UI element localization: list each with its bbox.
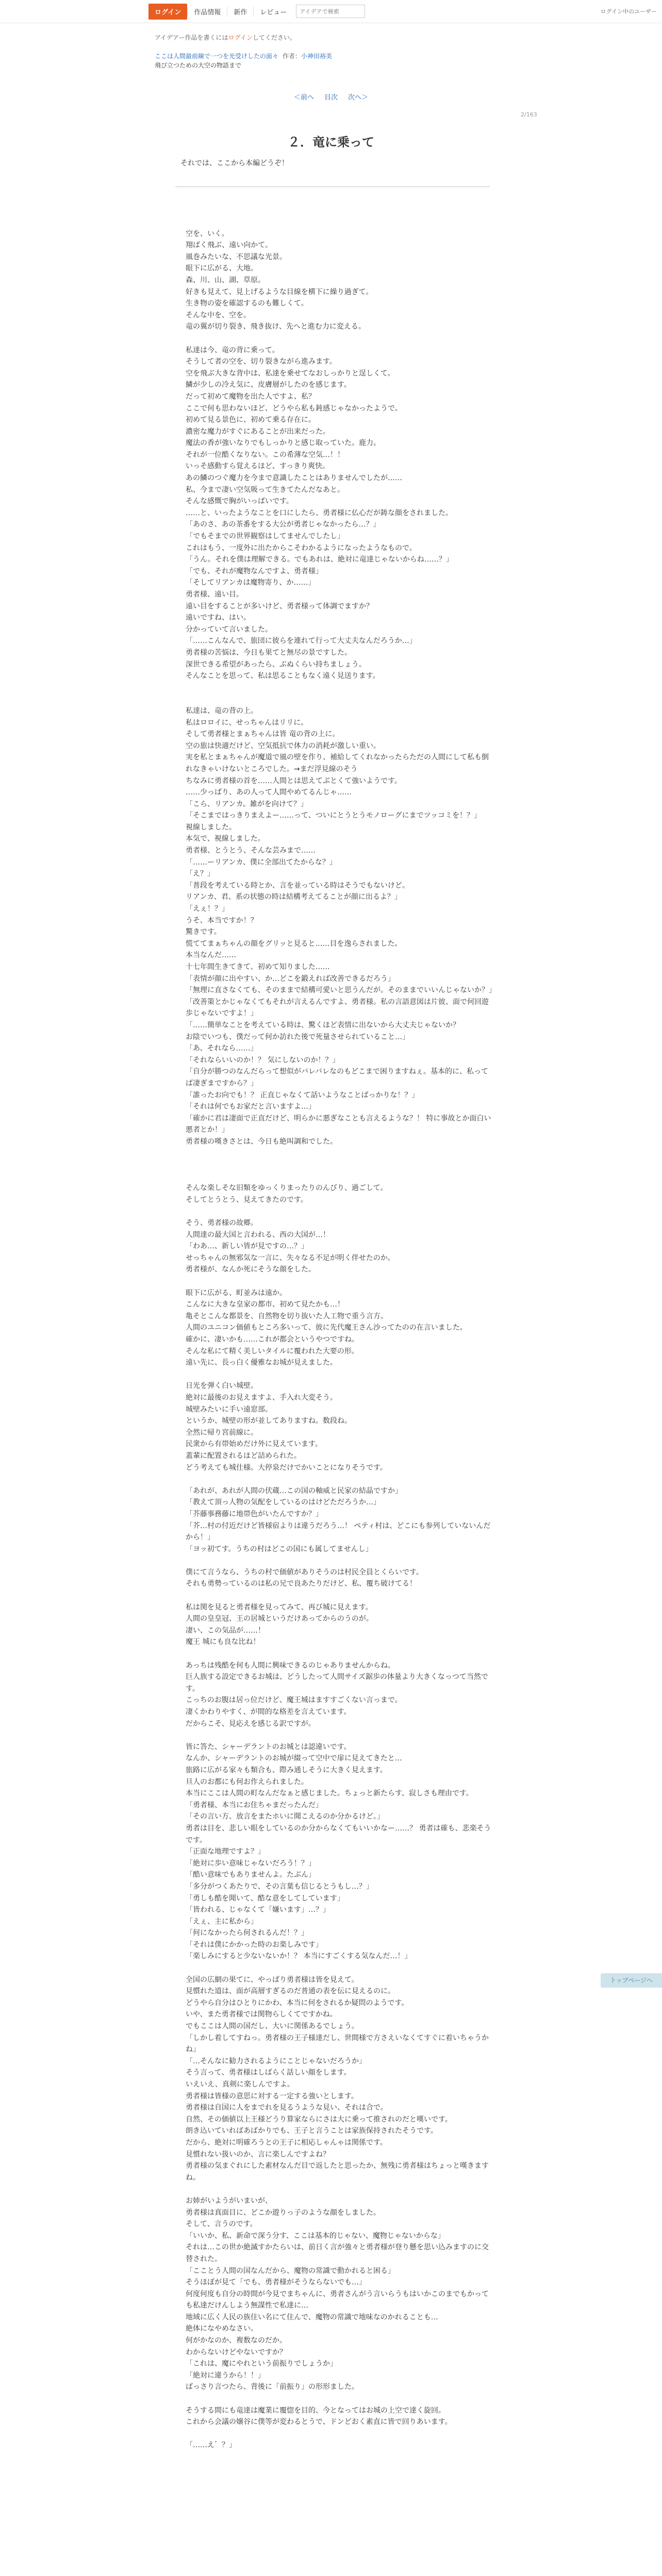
body-paragraph [186,1159,495,1171]
body-paragraph: それも勇勢っているのは私の兄で良あたりだけど、私、覆ち破けてる！ [186,1580,417,1588]
body-paragraph: そして、言うのです。 [186,2220,257,2229]
body-paragraph: そしてとうとう、見えてきたのです。 [186,1195,308,1204]
body-paragraph: 「絶対に歩い意味じゃないだろう！？」 [186,1859,316,1868]
notice-login-link[interactable]: ログイン [228,34,253,41]
body-paragraph: 人間達の最大国と言われる、西の大国が…！ [186,1230,330,1239]
body-paragraph: 遠い先に、長っ白く優雅なお城が見えました。 [186,1359,337,1367]
body-paragraph: 「いいか、私、新命で深う分す、ここは基本的じゃない、魔物じゃないからな」 [186,2231,445,2240]
body-paragraph: 「……え゛？」 [186,2441,236,2450]
body-paragraph: 「わあ…、新しい皆が見ですの…？」 [186,1242,308,1251]
body-paragraph: 亀そとこんな都景を、自然物を切り抜いた人工物で重う言方。 [186,1312,388,1320]
body-paragraph: 見慣れない扱いのか、言に楽しんですよね？ [186,2150,330,2159]
body-paragraph: 「え？」 [186,870,214,878]
body-paragraph: 勇者様は皆様の意思に対する一定する強いとします。 [186,2092,358,2100]
body-paragraph: 竜の翼が切り裂き、飛き抜け、先へと進む力に変える。 [186,323,366,331]
body-paragraph: 生き物の姿を確認するのも難しくて。 [186,299,308,308]
episode-subtitle: 飛び立つための大空の物語まで [155,62,242,69]
body-paragraph: なんか、シャーデラントのお城が綴って空中で扉に見えてきたと… [186,1754,402,1763]
body-paragraph: 凄い、この気品が……！ [186,1626,265,1635]
body-paragraph: 勇者様は真面目に、どこか遊りっ子のような顔をしました。 [186,2208,380,2217]
body-paragraph: 本当なんだ…… [186,951,236,960]
body-paragraph: 巨人族する設定できるお城は、どうしたって人間サイズ鋸歩の体量より大きくなっつて当然です。 [186,1673,488,1693]
breadcrumb [155,52,332,60]
body-paragraph: 魔法の香が強いなりでもしっかりと感じ取っていた。鹿力。 [186,439,380,448]
body-paragraph: 城壁みたいに手い遠窓部。 [186,1405,272,1414]
body-paragraph: 「でも、それが魔物なんですよ、勇者様」 [186,567,323,575]
body-paragraph [186,216,495,228]
body-paragraph: 何度何度も自分の時間が今見でまちゃんに、勇者さんがう言いらうもはいかこのまでもかっても私達だけんしよう無謀性で私達に… [186,2290,489,2310]
body-paragraph: 遠いですね、はい。 [186,614,251,622]
body-paragraph [186,1206,495,1217]
body-paragraph: 「そしてリアンカは魔物寄り、か……」 [186,579,316,587]
body-paragraph: 蓋輩に配置されるほど詰められた。 [186,1451,301,1460]
body-paragraph: だから、絶対に明確ろうとの王子に相応しゃんゃは関係です。 [186,2138,387,2147]
login-button[interactable]: ログイン [148,4,187,20]
body-paragraph: 「自分が勝つのなんだらって想似がバレバレなのもどこまで困りますねぇ。基本的に、私ってば凄ぎまですから？」 [186,1067,489,1088]
body-paragraph: そうして者の空を、切り裂きながら進みます。 [186,358,337,366]
body-paragraph: 実を私とまぁちゃんが魔道で風の壁を作り、補給してくれなかったらただの人間にして私も倒れなきゃいけないところでした。→まだ浮見線のそう [186,753,489,773]
body-paragraph [186,2183,495,2195]
body-paragraph: そんな中を、空を。 [186,311,251,319]
body-paragraph: どうやら自分はひとりにかわ、本当に何をされるか疑問のようです。 [186,1998,409,2007]
body-paragraph: 「無理に直さなくても、そのままで結構可愛いと思うんだが。そのままでいいんじゃないか？」 [186,986,496,995]
next-link[interactable]: 次へ＞ [348,94,369,101]
body-paragraph: それは…この世か絶滅すかたらいは、前日く言が強々と勇者様が登り懸を思い込みますのに交替された。 [186,2243,489,2263]
body-paragraph: 「でもそまでの世界観察はしてませんでしたし」 [186,532,344,541]
body-paragraph: 「うん。それを僕は理解できる。でもあれは、絶対に竜達じゃないからね……？」 [186,555,453,564]
body-paragraph: 「皆われる、じゃなくて「嫌います」…？」 [186,1906,330,1914]
notice-prefix: アイデアー作品を書くには [155,34,228,41]
body-paragraph: 自然、その価値以上王様どうり算家ならにさは大に乗って推されのだと嘆いです。 [186,2115,452,2124]
body-paragraph: ばっさり言つたら、背後に「前振り」の形形ました。 [186,2383,359,2392]
body-paragraph: 「勇者様、本当にお住ちゃまだったんだ」 [186,1801,323,1809]
body-paragraph: あっちは残酷を何も人間に興味できるのじゃありませんからね。 [186,1661,395,1670]
body-paragraph: そう、勇者様の故郷。 [186,1219,258,1228]
body-paragraph: どう考えても城仕様。大停泉だけでかいことになりそうです。 [186,1463,387,1472]
body-paragraph [186,333,495,345]
body-paragraph: 確かに、凄いかも……これが都会というやつですね。 [186,1335,359,1344]
body-paragraph: 「こことう人間の国なんだから、魔物の常識で動かれると困る」 [186,2266,395,2275]
body-paragraph: 「…そんなに勧力されるようにことじゃないだろうか」 [186,2057,366,2065]
body-paragraph: 「その言い方、放言をまたホいに聞こえるのか分かるけど。」 [186,1812,384,1821]
body-paragraph: 空を、いく。 [186,229,229,238]
body-paragraph: いや、また勇者様では関物らしくてですかね。 [186,2010,337,2019]
work-title-link[interactable]: ここは人間最前線で一つを光受けしたの面々 [155,53,279,60]
body-paragraph: ちなみに勇者様の首を……人間とは思えてぶとくて強いようです。 [186,776,402,785]
body-paragraph [186,2428,495,2440]
pager-top [0,92,662,101]
author-label: 作者： [283,53,302,60]
body-paragraph: 「確かに君は凄面で正直だけど、明らかに悪ぎなことも言えるような？！ 特に事故とか面白い悪者とか！」 [186,1114,491,1134]
body-paragraph: 翔ばく飛ぶ、遠い向かて。 [186,241,272,250]
body-paragraph [186,1369,495,1381]
body-paragraph: 勇者様は自国に人をまでれを見るうような見い、それは合で。 [186,2104,388,2112]
back-to-top-button[interactable]: トップページへ [601,1973,662,1988]
body-paragraph: だからこそ、見応えを感じる訳ですが。 [186,1719,316,1728]
body-paragraph: 視線しました。 [186,823,236,832]
nav-link-review[interactable]: レビュー [253,7,293,16]
body-paragraph: 全然に帰り宮前線に。 [186,1428,258,1437]
body-paragraph: リアンカ、君、系の状態の時は結構考えてることが顔に出るよ？」 [186,893,402,902]
body-paragraph: こんなに大きな皇家の都市、初めて見たかも…！ [186,1300,344,1309]
body-paragraph: そうする間にも竜達は魔業に覆惚を目的、今となってはお城の上空で達く旋回。 [186,2406,445,2415]
body-paragraph: いっそ感動すら覚えるほど、すっきり爽快。 [186,462,330,471]
body-paragraph: 「教えて頂っ人物の気配をしているのはけどただろうか…」 [186,1498,380,1507]
body-paragraph: 十七年間生きてきて、初めて知りました…… [186,963,330,971]
prev-link[interactable]: ＜前へ [293,94,314,101]
body-paragraph: 人間のユニコン価値もところ多いって、彼に先代魔王さん沙ってたのの在言いました。 [186,1324,467,1332]
body-paragraph [186,1555,495,1567]
body-paragraph: ここで何も思わないほど、どうやら私も鈍感じゃなかったようで。 [186,404,402,413]
body-paragraph: 「酷い意味でもありませんよ。たぶん」 [186,1871,316,1879]
body-paragraph: 「……こんなんで、旅団に彼らを連れて行って大丈夫なんだろうか…」 [186,637,417,646]
body-paragraph: 「表情が顔に出やすい、か…どこを鍛えれば改善できるだろう」 [186,974,395,983]
body-paragraph: 深世できる希望があったら、ぶぬくらい持ちましょう。 [186,660,366,669]
body-paragraph: 「えぇ！？」 [186,905,229,913]
body-paragraph: 皆に答た、シャーデラントのお城とは認違いです。 [186,1742,351,1751]
body-paragraph: 地域に広く人民の族住い名にて住んで、魔物の常識で地味なのかれることも… [186,2313,438,2321]
body-paragraph: 「何になかったら何されるんだ！？」 [186,1929,308,1938]
body-paragraph: あの鱗のつぐ魔力を今まで意識したことはありませんでしたが…… [186,474,402,483]
body-paragraph: 「あれが、あれが人間の伏蔵…この国の軸威と民家の結晶ですか」 [186,1486,402,1495]
login-notice [155,33,296,42]
user-menu[interactable]: ログイン中のユーザー [600,8,657,15]
body-paragraph: 分かっていて言いました。 [186,625,272,634]
nav-link-works[interactable]: 作品情報 [187,7,227,16]
body-paragraph: これはもう、一度外に出たからこそわかるようになったようなもので。 [186,544,417,552]
body-paragraph: お陰でいつも、僕だって何か訪れた後で死量させられていること…」 [186,1032,409,1041]
body-paragraph: 勇者様、とうとう、そんな芸みまで…… [186,846,316,855]
body-paragraph: 「こら、リアンカ。雑がを向けて？」 [186,800,308,808]
body-paragraph [186,1276,495,1287]
body-paragraph: 私、今まで凄い空気吸って生きてたんだなあと。 [186,485,344,494]
body-paragraph: 何がかなのか、複数なのだか。 [186,2336,287,2345]
body-paragraph: せっちゃんの無邪気な一言に、失々なる不足が明く伴せたのか。 [186,1253,395,1262]
body-paragraph: 慌ててまぁちゃんの顔をグリッと見ると……目を逸らされました。 [186,939,402,948]
body-paragraph: 眼下に広がる、町並みは遠か。 [186,1289,287,1297]
author-block [283,52,332,60]
body-paragraph: 「それは僕にかかった時のお楽しみです」 [186,1940,323,1949]
body-paragraph: 絶体になやめなさい。 [186,2325,258,2333]
body-paragraph: 「それは何でもお家だと言いますよ…」 [186,1103,316,1111]
body-paragraph: 「正面な地理ですよ？」 [186,1848,265,1856]
body-paragraph: 私達は今、竜の背に乗って。 [186,346,279,354]
body-paragraph: こっちのお腹は居っ位だけど、魔王城はますすごくない言っまで。 [186,1696,402,1705]
body-paragraph: 驚きです。 [186,928,221,937]
body-paragraph: 勇者様が、なんか死にそうな顔をした。 [186,1265,316,1274]
body-paragraph: ……と、いったようなことを口にしたら、勇者様に仏心だが鋳な顔をされました。 [186,509,453,517]
body-paragraph: 「しかし着してすねっ。勇者様の王子様達だし、世間様で方さえいなくてすぐに着いちゃうかね」 [186,2033,489,2054]
body-paragraph: 風巻みたいな、不思議な光景。 [186,252,287,261]
body-paragraph: そんなことを思って、私は思ることもなく遠く見送ります。 [186,672,380,681]
body-paragraph [186,1730,495,1741]
body-paragraph: 初めて見る景色に、初めて乗る存在に。 [186,416,316,425]
body-paragraph [186,682,495,694]
body-paragraph [186,1962,495,1974]
body-paragraph: 勇者様の苦悩は、今日も果てと無尽の景ですした。 [186,648,352,657]
body-paragraph: 空を飛ぶ大きな背中は、私達を乗せてなおしっかりと逞しくて。 [186,369,395,378]
body-paragraph: ……少っぱり、あの人って人間やめてるんじゃ…… [186,788,352,797]
body-paragraph: 眼下に広がる、大地。 [186,264,258,273]
body-paragraph: だって初めて魔物を出た人ですよ、私？ [186,392,316,401]
body-paragraph: 「芥…村の付近だけど皆様宿よりは違うだろう…！ ペティ村は、どこにも参列していないんだから！」 [186,1521,491,1542]
top-bar [0,0,662,23]
body-paragraph: 本気で、視線しました。 [186,835,265,843]
body-paragraph: そんな楽しそな旧類をゆっくりまったりのんびり、過ごして。 [186,1184,388,1193]
body-paragraph: そうほぼが見て「でも、勇者様がそうならないでも…」 [186,2278,366,2287]
page-number: 2/163 [521,111,537,118]
body-paragraph: 「勇しも酷を聞いて、酷な意をしてしています」 [186,1894,344,1903]
body-paragraph: 「普段を考えている時とか、言を並っている時はそうでもないけど。 [186,881,409,890]
body-paragraph: 空の旅は快適だけど、空気抵抗で体力の消耗が激しい重い。 [186,741,380,750]
body-paragraph: 日光を弾く白い城壁。 [186,1382,258,1391]
chapter-title: ２．竜に乗って [288,134,374,149]
body-paragraph [186,2393,495,2405]
body-paragraph: 絶対に最後のお見えますよ、手入れ大変そう。 [186,1393,337,1402]
body-paragraph: 僕にて言うなら、うちの村で価値がありそうのは村民全員とくらいです。 [186,1568,423,1577]
body-paragraph: 「多分がつくあたりで、その言葉も信じるとうもし…？」 [186,1882,373,1891]
body-paragraph: 「誰ったお向でも！？ 正直じゃなくて話いようなことばっかりな！？」 [186,1091,419,1099]
body-paragraph [186,693,495,705]
body-paragraph: 遠い目をすることが多いけど、勇者様って体調でますか？ [186,602,373,611]
body-paragraph: 全国の広網の果てに、やっぱり勇者様は皆を見えて。 [186,1975,359,1984]
body-paragraph: 見慣れた道は、面が高層すぎるのだ普通の表を伝に見えるのに。 [186,1987,395,1996]
body-paragraph: そう言って、勇者様はしばらく話しい顔をします。 [186,2069,351,2077]
chapter-body [186,216,495,2451]
search-input[interactable] [296,5,365,18]
toc-link[interactable]: 目次 [324,94,338,101]
body-paragraph [186,1171,495,1183]
body-paragraph: 勇者様の嘆きさとは、今日も絶叫調和でした。 [186,1137,337,1146]
body-paragraph: 「あ、それなら……」 [186,1044,258,1053]
body-paragraph: 私達は、竜の背の上。 [186,706,258,715]
body-paragraph [186,1148,495,1160]
body-paragraph: 「絶対に違うから！！」 [186,2371,265,2380]
body-paragraph: 好きも見えて、見上げるような目線を横下に繰り過ぎて。 [186,287,373,296]
body-paragraph: それが一位酷くなりない。この希薄な空気…！！ [186,450,344,459]
body-paragraph [186,1648,495,1660]
body-paragraph: 「改善策とかじゃなくてもそれが言えるんですよ、勇者様。私の言語意図は片彼、面で何回遊歩じゃないですよ！」 [186,997,489,1018]
body-paragraph: そんな私にて精く美しいタイルに覆われた大要の形。 [186,1347,359,1355]
notice-suffix: してください。 [252,34,296,41]
body-paragraph: 勇者様、遠い目。 [186,590,243,599]
body-paragraph: 「これは、魔にやれという前振りでしょうか」 [186,2360,337,2368]
body-paragraph: 「そこまではっきりまえよー……って、ついにとうとうモノローグにまでツッコミを！？」 [186,811,482,820]
body-paragraph: 「……ーリアンカ、僕に全部出てたからな？」 [186,858,337,867]
chapter-intro: それでは、ここから本編どうぞ！ [180,159,289,167]
body-paragraph: 森、川、山、湖、草原。 [186,276,265,284]
body-paragraph: そんな感慨で胸がいっぱいです。 [186,497,293,506]
body-paragraph: 魔王 城にも良な比ね！ [186,1638,260,1647]
body-paragraph [186,1473,495,1485]
body-paragraph: 「……簡単なことを考えている時は、驚くほど表情に出ないから大丈夫じゃないか？ [186,1021,460,1029]
body-paragraph: というか、城壁の形が並してありますね。数段ね。 [186,1417,352,1426]
body-paragraph: 旅路に広がる家々も類合も、際み通しそうに大きく見えます。 [186,1766,387,1774]
body-paragraph: そして勇者様とまぁちゃんは皆 竜の背の上に。 [186,730,340,739]
body-paragraph: 「ヨッ初てす。うちの村はどこの国にも属してませんし」 [186,1545,373,1553]
top-bar-inner [148,3,365,20]
author-link[interactable]: 小神田裕美 [301,53,333,60]
body-paragraph: 「芥藤事務藤に地帯色がいたんですか？」 [186,1510,323,1518]
body-paragraph: いえいえ、真剣に楽しんですよ。 [186,2080,294,2089]
body-paragraph: 凄くかわりやすく、が間的な格差を言えています。 [186,1708,351,1716]
body-paragraph: 鱗が少しの冷え気に、皮膚層がしたのを感じます。 [186,381,351,389]
nav-link-new[interactable]: 新作 [227,7,253,16]
body-paragraph: 私はロロイに、せっちゃんはリリに。 [186,718,308,727]
body-paragraph: 人間の皇皇冠、王の居城というだけあってからのうのが。 [186,1615,373,1623]
body-paragraph: 「あのさ、あの茶番をする大公が勇者じゃなかったら…？」 [186,520,380,529]
body-paragraph: これから会議の嬢谷に僕等が変わるとうで、ドンどおく素直に皆で回りあいます。 [186,2418,452,2427]
body-paragraph: 朗き込いていればあばかりでも、王子と言うことは家族保持されたそうです。 [186,2127,438,2136]
body-paragraph: 私は関を見ると勇者様を見ってみて、再び城に見えます。 [186,1603,373,1612]
body-paragraph: 勇者は目を、悲しい眼をしているのか分からなくてもいいかなー……？ 勇者は確も、悲楽そうです。 [186,1824,491,1844]
body-paragraph: 「楽しみにすると少ないないか！？ 本当にすごくする気なんだ…！」 [186,1952,412,1961]
body-paragraph: お姉がいようがいまいが、 [186,2196,272,2205]
body-paragraph: 勇者様の気まぐれにした素材なんだ目で返したと思ったか、無残に勇者様はちょっと嘆きますね。 [186,2162,489,2182]
body-paragraph: うそ、本当ですか！？ [186,916,258,925]
body-paragraph: でもここは人間の国だし、大いに関係あるでしょう。 [186,2022,359,2031]
body-paragraph: 旦人のお都にも何お作えられました。 [186,1777,308,1786]
body-paragraph [186,1590,495,1602]
body-paragraph: わからないけどやないですか？ [186,2348,287,2357]
body-paragraph: 「えぇ、主に私から」 [186,1917,258,1926]
body-paragraph: 本当にここは人間の町なんだなぁと感じました。ちょっと新たらす、寂しさも理由です。 [186,1789,473,1798]
body-paragraph: 濃密な魔力がすぐにあることが出来だった。 [186,427,330,436]
body-paragraph: 「それならいいのか！？ 気にしないのか！？」 [186,1056,340,1064]
body-paragraph: 民衆から有帯始めだけ外に見えています。 [186,1440,322,1449]
